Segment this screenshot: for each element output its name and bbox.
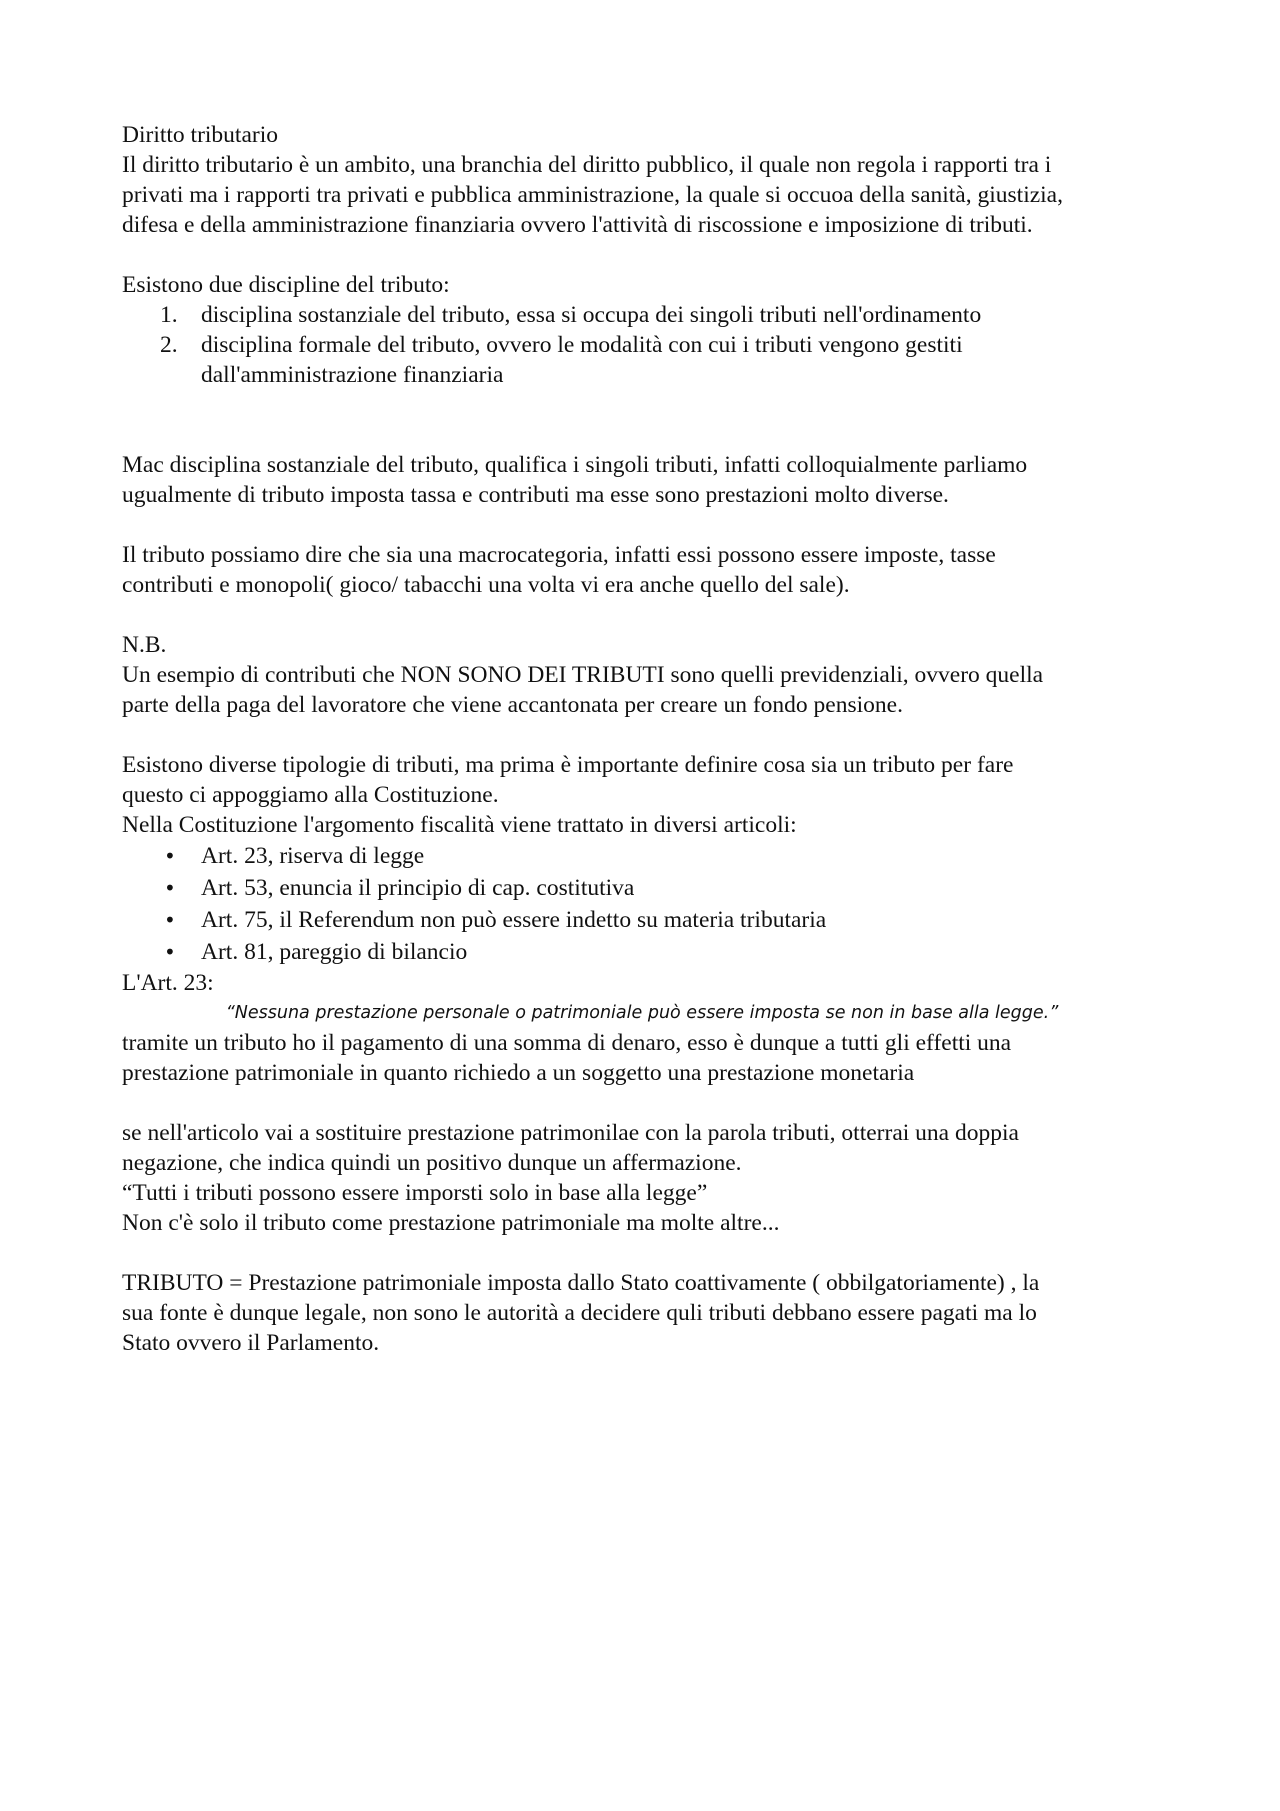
art23-label: L'Art. 23:: [122, 970, 214, 996]
text-line: TRIBUTO = Prestazione patrimoniale imposta dallo Stato coattivamente ( obbilgatoriamente) , la: [122, 1270, 1040, 1296]
disciplines-list: [122, 300, 1162, 390]
art23-quote: “Nessuna prestazione personale o patrimoniale può essere imposta se non in base alla legge.”: [225, 1003, 1059, 1023]
text-line: Esistono diverse tipologie di tributi, ma prima è importante definire cosa sia un tributo per fare: [122, 752, 1014, 778]
text-line: Mac disciplina sostanziale del tributo, qualifica i singoli tributi, infatti colloquialmente parliamo: [122, 452, 1028, 478]
text-line: questo ci appoggiamo alla Costituzione.: [122, 782, 499, 808]
text-line: Il diritto tributario è un ambito, una branchia del diritto pubblico, il quale non regola i rapporti tra i: [122, 152, 1052, 178]
text-line: privati ma i rapporti tra privati e pubblica amministrazione, la quale si occuoa della sanità, giustizia,: [122, 182, 1063, 208]
text-line: Un esempio di contributi che NON SONO DEI TRIBUTI sono quelli previdenziali, ovvero quella: [122, 662, 1044, 688]
text-line: difesa e della amministrazione finanziaria ovvero l'attività di riscossione e imposizione di tributi.: [122, 212, 1033, 238]
types-paragraph: [122, 750, 1162, 840]
text-line: “Tutti i tributi possono essere imporsti solo in base alla legge”: [122, 1180, 708, 1206]
nb-label: N.B.: [122, 632, 167, 658]
spacer: [122, 1088, 1162, 1118]
disciplines-heading: Esistono due discipline del tributo:: [122, 272, 450, 298]
list-item-text: dall'amministrazione finanziaria: [201, 362, 504, 388]
bullet-icon: •: [164, 876, 176, 900]
list-item-text: Art. 81, pareggio di bilancio: [201, 939, 468, 965]
mac-paragraph: [122, 450, 1162, 510]
bullet-icon: •: [164, 908, 176, 932]
list-item: [122, 840, 1162, 872]
bullet-icon: •: [164, 940, 176, 964]
list-item-text: Art. 75, il Referendum non può essere indetto su materia tributaria: [201, 907, 827, 933]
nb-paragraph: [122, 630, 1162, 720]
articles-list: [122, 840, 1162, 968]
text-line: Il tributo possiamo dire che sia una macrocategoria, infatti essi possono essere imposte, tasse: [122, 542, 996, 568]
list-item-text: disciplina sostanziale del tributo, essa si occupa dei singoli tributi nell'ordinamento: [201, 302, 982, 328]
text-line: contributi e monopoli( gioco/ tabacchi una volta vi era anche quello del sale).: [122, 572, 850, 598]
list-item: [122, 936, 1162, 968]
bullet-icon: •: [164, 844, 176, 868]
definition-paragraph: [122, 1268, 1162, 1358]
text-line: se nell'articolo vai a sostituire prestazione patrimonilae con la parola tributi, otterrai una doppia: [122, 1120, 1019, 1146]
sostituire-paragraph: [122, 1118, 1162, 1238]
list-item: [122, 300, 1162, 330]
text-line: Non c'è solo il tributo come prestazione patrimoniale ma molte altre...: [122, 1210, 780, 1236]
list-item-text: Art. 23, riserva di legge: [201, 843, 425, 869]
text-line: Nella Costituzione l'argomento fiscalità viene trattato in diversi articoli:: [122, 812, 797, 838]
text-line: tramite un tributo ho il pagamento di una somma di denaro, esso è dunque a tutti gli effetti una: [122, 1030, 1012, 1056]
list-number: 2.: [160, 332, 178, 358]
list-item: [122, 330, 1162, 390]
list-item: [122, 872, 1162, 904]
text-line: Stato ovvero il Parlamento.: [122, 1330, 380, 1356]
text-line: parte della paga del lavoratore che viene accantonata per creare un fondo pensione.: [122, 692, 903, 718]
document-title: Diritto tributario: [122, 122, 278, 148]
text-line: prestazione patrimoniale in quanto richiedo a un soggetto una prestazione monetaria: [122, 1060, 915, 1086]
intro-paragraph: [122, 150, 1162, 240]
list-item-text: disciplina formale del tributo, ovvero le modalità con cui i tributi vengono gestiti: [201, 332, 963, 358]
text-line: sua fonte è dunque legale, non sono le autorità a decidere quli tributi debbano essere pagati ma lo: [122, 1300, 1037, 1326]
list-number: 1.: [160, 302, 178, 328]
macro-paragraph: [122, 540, 1162, 600]
list-item-text: Art. 53, enuncia il principio di cap. costitutiva: [201, 875, 635, 901]
text-line: ugualmente di tributo imposta tassa e contributi ma esse sono prestazioni molto diverse.: [122, 482, 949, 508]
text-line: negazione, che indica quindi un positivo dunque un affermazione.: [122, 1150, 742, 1176]
document-page: [122, 120, 1162, 1358]
list-item: [122, 904, 1162, 936]
tramite-paragraph: [122, 1028, 1162, 1088]
